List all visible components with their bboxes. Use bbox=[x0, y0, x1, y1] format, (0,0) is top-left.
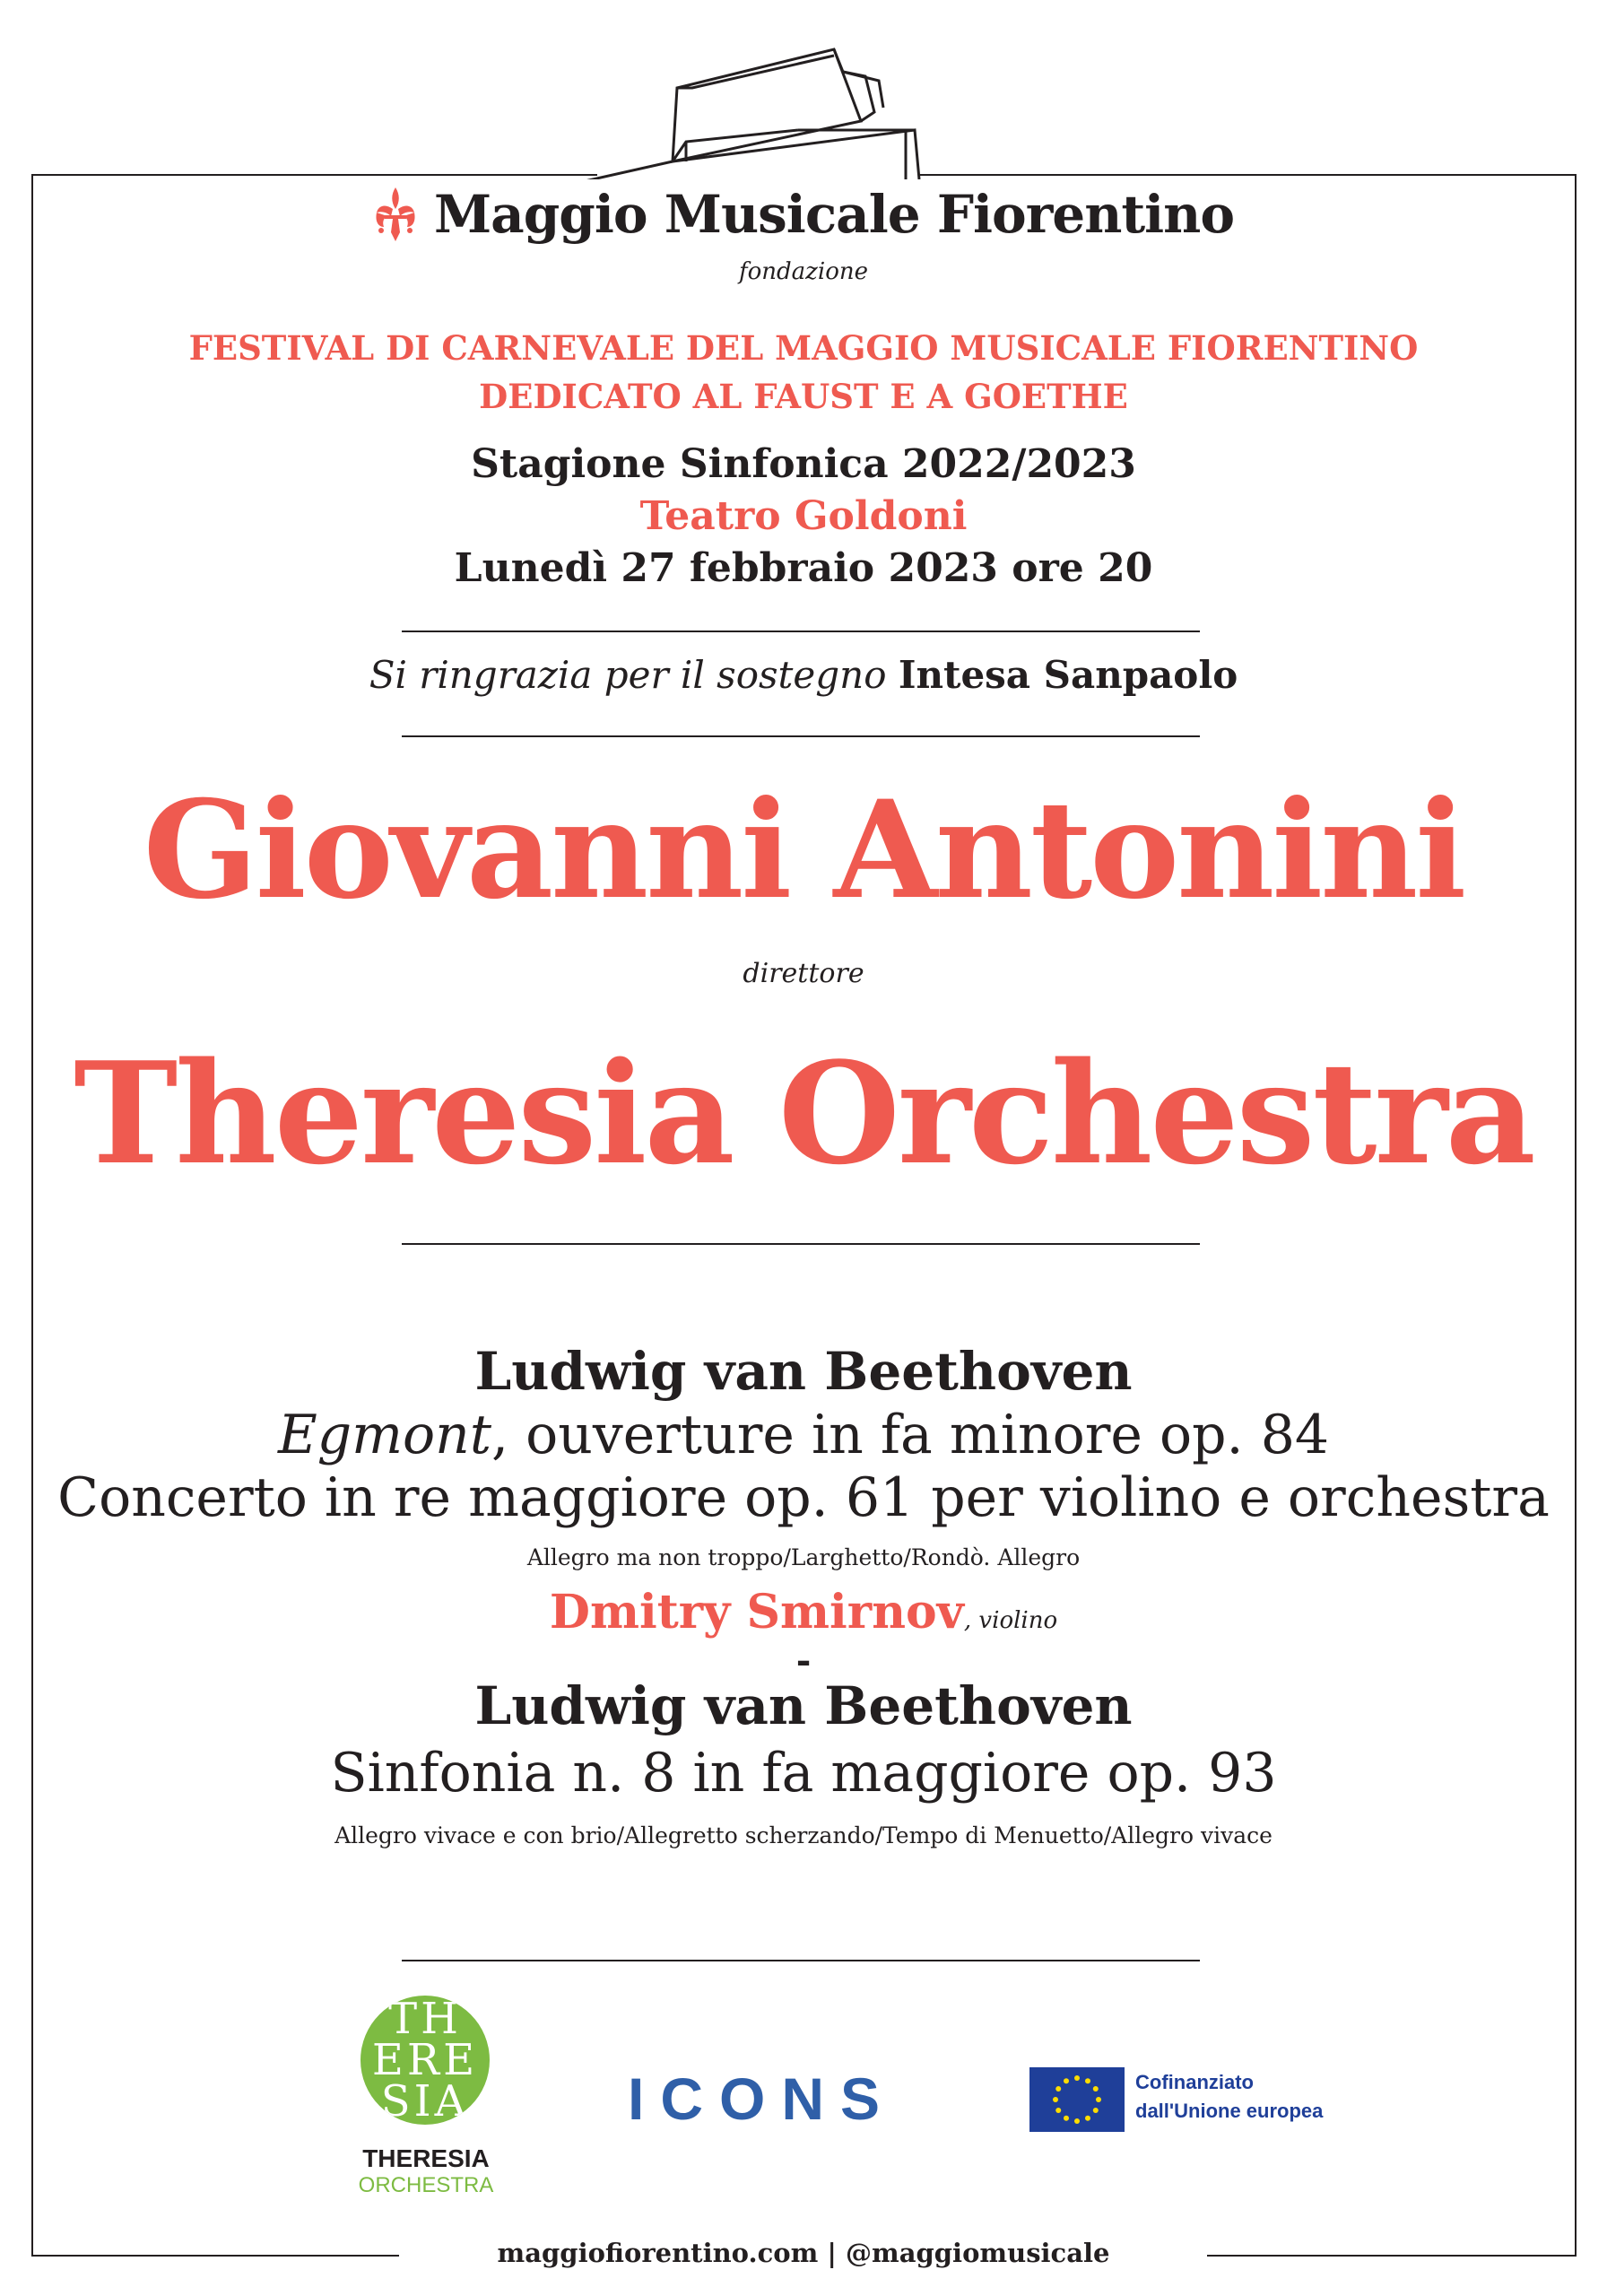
composer-1: Ludwig van Beethoven bbox=[474, 1341, 1133, 1402]
eu-star bbox=[1093, 2086, 1099, 2092]
program-separator: - bbox=[795, 1639, 812, 1682]
orchestra-name: Theresia Orchestra bbox=[74, 1031, 1533, 1196]
work-2-movements: Allegro ma non troppo/Larghetto/Rondò. Allegro bbox=[526, 1544, 1081, 1570]
brand-subtitle: fondazione bbox=[739, 258, 868, 285]
theresia-name: THERESIA bbox=[362, 2144, 490, 2172]
work-1 bbox=[0, 1404, 1607, 1466]
divider-4 bbox=[402, 1960, 1200, 1961]
soloist-name: Dmitry Smirnov bbox=[549, 1585, 964, 1639]
festival-line-1: FESTIVAL DI CARNEVALE DEL MAGGIO MUSICALE FIORENTINO bbox=[188, 328, 1419, 368]
eu-star bbox=[1055, 2086, 1061, 2092]
sponsor-name: Intesa Sanpaolo bbox=[898, 653, 1238, 697]
sponsor-thanks bbox=[0, 653, 1607, 697]
season: Stagione Sinfonica 2022/2023 bbox=[471, 441, 1136, 487]
divider-3 bbox=[402, 1243, 1200, 1245]
eu-logo bbox=[1029, 2067, 1406, 2132]
eu-flag-icon bbox=[1029, 2067, 1125, 2132]
soloist-role: , violino bbox=[963, 1607, 1058, 1634]
work-3: Sinfonia n. 8 in fa maggiore op. 93 bbox=[330, 1742, 1277, 1805]
work-2: Concerto in re maggiore op. 61 per violino e orchestra bbox=[57, 1466, 1550, 1529]
theresia-letters-row-1: TH bbox=[388, 1996, 462, 2044]
eu-star bbox=[1096, 2097, 1101, 2102]
work-3-movements: Allegro vivace e con brio/Allegretto scherzando/Tempo di Menuetto/Allegro vivace bbox=[334, 1822, 1273, 1848]
eu-star bbox=[1085, 2078, 1090, 2083]
theresia-circle-icon bbox=[360, 1996, 490, 2125]
theresia-sub: ORCHESTRA bbox=[358, 2173, 494, 2197]
theatre-building-icon bbox=[574, 36, 951, 179]
frame-top-right bbox=[919, 174, 1577, 176]
work-1-title: Egmont bbox=[277, 1404, 491, 1466]
eu-star bbox=[1064, 2078, 1069, 2083]
eu-star bbox=[1064, 2116, 1069, 2121]
theresia-letters-row-3: SIA bbox=[380, 2076, 470, 2125]
festival-line-2: DEDICATO AL FAUST E A GOETHE bbox=[479, 377, 1128, 416]
eu-star bbox=[1093, 2108, 1099, 2113]
eu-star bbox=[1055, 2108, 1061, 2113]
theresia-letters-row-2: ERE bbox=[371, 2035, 479, 2085]
frame-top-left bbox=[31, 174, 597, 176]
divider-2 bbox=[402, 735, 1200, 737]
brand-header bbox=[0, 184, 1607, 245]
work-1-rest: , ouverture in fa minore op. 84 bbox=[491, 1404, 1330, 1466]
eu-star bbox=[1074, 2118, 1080, 2124]
eu-star bbox=[1085, 2116, 1090, 2121]
eu-star bbox=[1053, 2097, 1058, 2102]
theresia-logo bbox=[350, 1996, 502, 2202]
florence-lily-icon bbox=[373, 186, 418, 243]
venue: Teatro Goldoni bbox=[639, 493, 968, 539]
eu-text-line-2: dall'Unione europea bbox=[1135, 2100, 1324, 2122]
soloist bbox=[0, 1585, 1607, 1639]
event-date: Lunedì 27 febbraio 2023 ore 20 bbox=[454, 545, 1153, 591]
composer-2: Ludwig van Beethoven bbox=[474, 1675, 1133, 1736]
eu-star bbox=[1074, 2075, 1080, 2081]
footer-links: maggiofiorentino.com | @maggiomusicale bbox=[497, 2238, 1110, 2268]
icons-text: ICONS bbox=[628, 2066, 897, 2132]
conductor-name: Giovanni Antonini bbox=[143, 771, 1464, 929]
conductor-role: direttore bbox=[743, 958, 864, 989]
sponsor-thanks-text: Si ringrazia per il sostegno bbox=[369, 653, 887, 697]
brand-title: Maggio Musicale Fiorentino bbox=[433, 184, 1235, 245]
eu-text-line-1: Cofinanziato bbox=[1135, 2071, 1254, 2093]
icons-logo bbox=[628, 2067, 924, 2130]
divider-1 bbox=[402, 631, 1200, 632]
